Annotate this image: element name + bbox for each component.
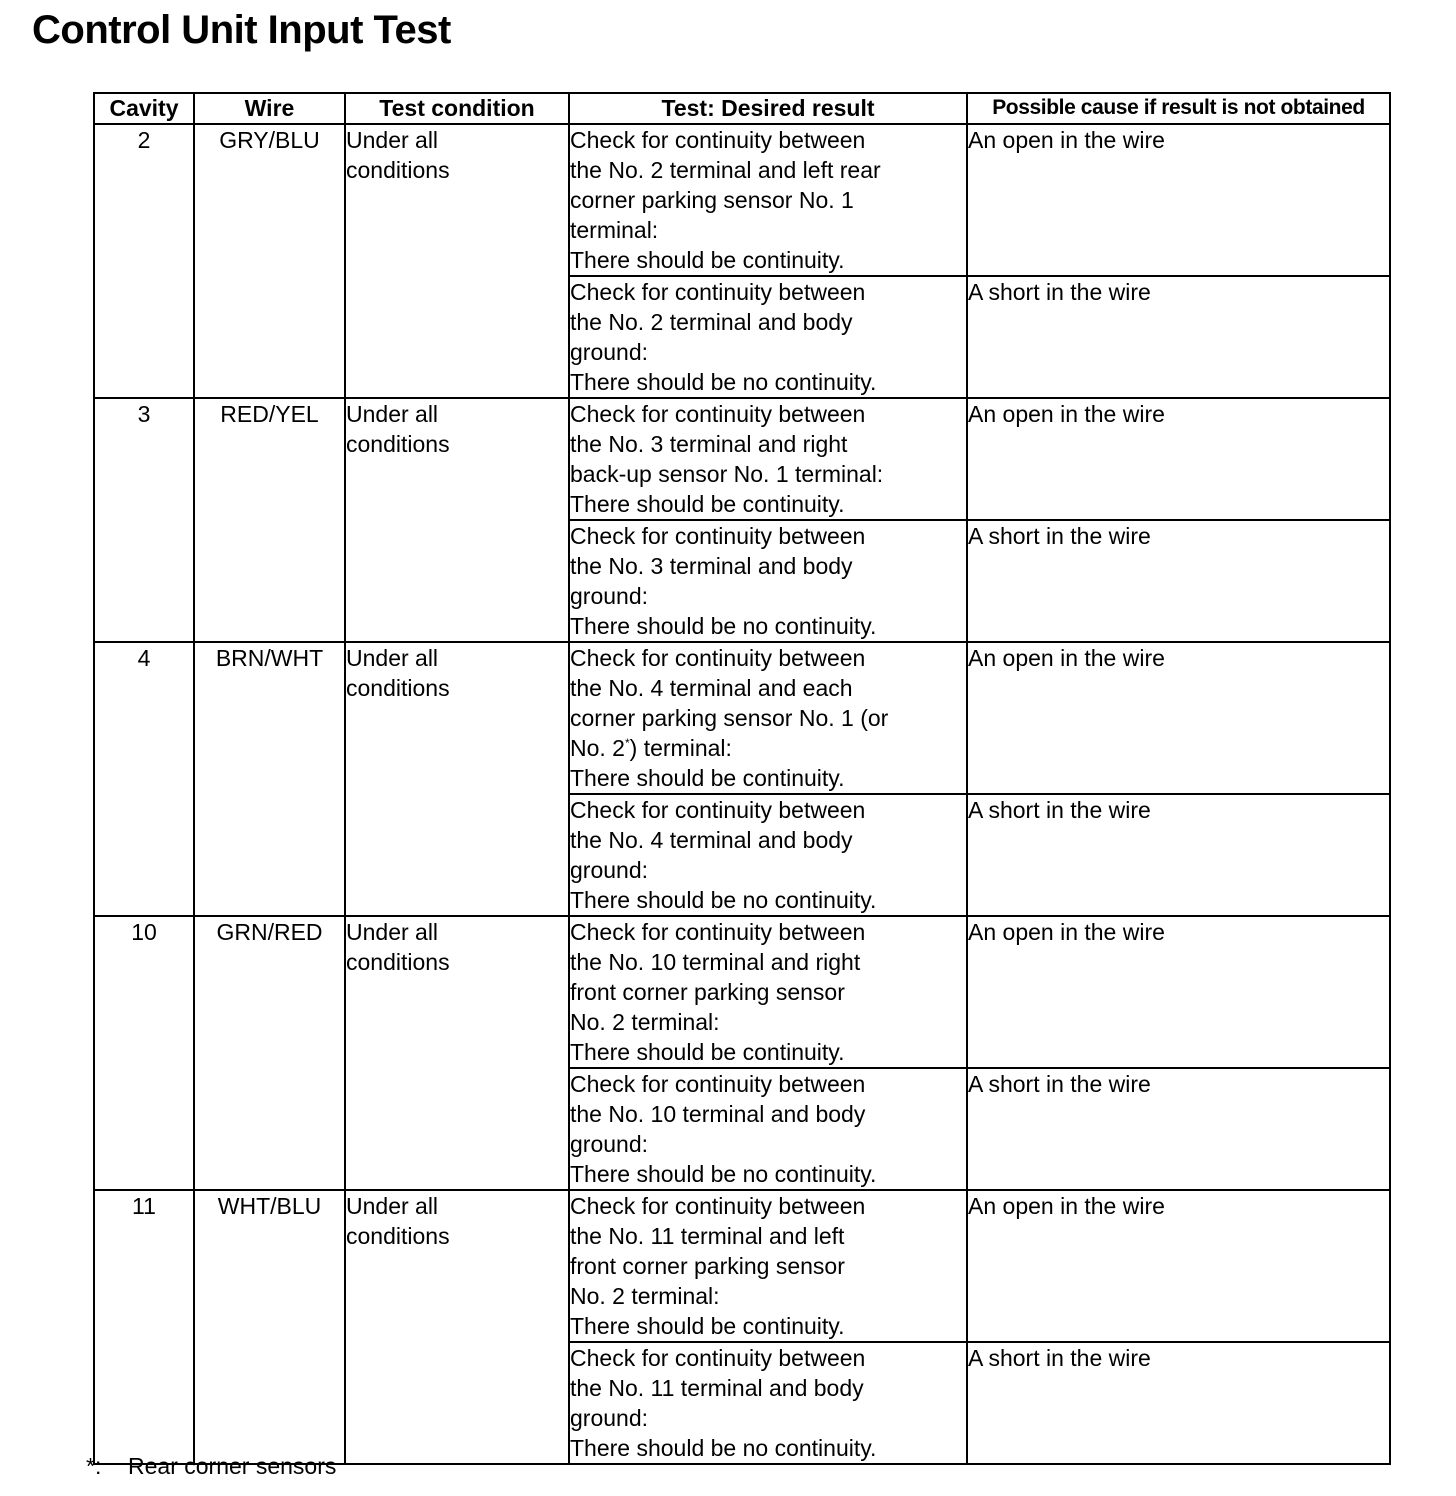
header-desired-result: Test: Desired result xyxy=(569,93,967,124)
possible-cause-cell: An open in the wire xyxy=(967,642,1390,794)
footnote-reference-mark: * xyxy=(624,736,630,750)
desired-result-line: the No. 2 terminal and body xyxy=(570,309,853,335)
desired-result-line: There should be continuity. xyxy=(570,247,845,273)
desired-result-line: the No. 3 terminal and body xyxy=(570,553,853,579)
table-row xyxy=(94,642,1390,794)
desired-result-line: the No. 10 terminal and body xyxy=(570,1101,866,1127)
desired-result-line: Check for continuity between xyxy=(570,523,866,549)
desired-result-line: There should be no continuity. xyxy=(570,369,877,395)
desired-result-line: corner parking sensor No. 1 xyxy=(570,187,854,213)
test-condition-line: conditions xyxy=(346,949,450,975)
test-condition-line: Under all xyxy=(346,401,439,427)
desired-result-line: the No. 4 terminal and body xyxy=(570,827,853,853)
desired-result-line: terminal: xyxy=(570,217,659,243)
desired-result-cell xyxy=(569,1190,967,1342)
test-condition-cell xyxy=(345,124,569,398)
header-test-condition: Test condition xyxy=(345,93,569,124)
desired-result-line: Check for continuity between xyxy=(570,919,866,945)
table-row xyxy=(94,1190,1390,1342)
header-cavity: Cavity xyxy=(94,93,194,124)
possible-cause-cell: A short in the wire xyxy=(967,794,1390,916)
desired-result-line: No. 2 terminal: xyxy=(570,1283,720,1309)
desired-result-line: ground: xyxy=(570,857,649,883)
desired-result-line: the No. 3 terminal and right xyxy=(570,431,848,457)
header-row xyxy=(94,93,1390,124)
wire-cell: GRN/RED xyxy=(194,916,345,1190)
desired-result-line: There should be continuity. xyxy=(570,1039,845,1065)
test-condition-cell xyxy=(345,916,569,1190)
possible-cause-cell: An open in the wire xyxy=(967,1190,1390,1342)
possible-cause-cell: A short in the wire xyxy=(967,520,1390,642)
desired-result-line: There should be no continuity. xyxy=(570,1435,877,1461)
desired-result-line: back-up sensor No. 1 terminal: xyxy=(570,461,884,487)
possible-cause-cell: A short in the wire xyxy=(967,276,1390,398)
desired-result-line: Check for continuity between xyxy=(570,401,866,427)
desired-result-line: ground: xyxy=(570,1131,649,1157)
desired-result-cell xyxy=(569,916,967,1068)
footnote-mark: *: xyxy=(86,1453,102,1479)
desired-result-cell xyxy=(569,276,967,398)
wire-cell: GRY/BLU xyxy=(194,124,345,398)
desired-result-line: No. 2 terminal: xyxy=(570,1009,720,1035)
desired-result-cell xyxy=(569,1068,967,1190)
cavity-cell: 3 xyxy=(94,398,194,642)
desired-result-cell xyxy=(569,794,967,916)
desired-result-line: Check for continuity between xyxy=(570,1193,866,1219)
desired-result-cell xyxy=(569,124,967,276)
table-row xyxy=(94,916,1390,1068)
desired-result-line: front corner parking sensor xyxy=(570,979,845,1005)
desired-result-line: There should be no continuity. xyxy=(570,887,877,913)
desired-result-line: There should be continuity. xyxy=(570,765,845,791)
possible-cause-cell: A short in the wire xyxy=(967,1068,1390,1190)
wire-cell: WHT/BLU xyxy=(194,1190,345,1464)
desired-result-line: Check for continuity between xyxy=(570,279,866,305)
test-condition-cell xyxy=(345,1190,569,1464)
header-wire: Wire xyxy=(194,93,345,124)
desired-result-line: ground: xyxy=(570,583,649,609)
desired-result-line: the No. 11 terminal and body xyxy=(570,1375,864,1401)
desired-result-line: corner parking sensor No. 1 (or xyxy=(570,705,889,731)
desired-result-line: Check for continuity between xyxy=(570,1071,866,1097)
test-condition-line: conditions xyxy=(346,675,450,701)
input-test-table xyxy=(93,92,1391,1465)
test-condition-line: Under all xyxy=(346,127,439,153)
cavity-cell: 4 xyxy=(94,642,194,916)
table-row xyxy=(94,398,1390,520)
page-title: Control Unit Input Test xyxy=(32,8,451,52)
wire-cell: BRN/WHT xyxy=(194,642,345,916)
desired-result-cell xyxy=(569,642,967,794)
desired-result-cell xyxy=(569,520,967,642)
desired-result-line: the No. 10 terminal and right xyxy=(570,949,861,975)
desired-result-line: No. 2*) terminal: xyxy=(570,735,732,761)
possible-cause-cell: An open in the wire xyxy=(967,124,1390,276)
footnote-text: Rear corner sensors xyxy=(128,1453,337,1479)
table-body xyxy=(94,124,1390,1464)
desired-result-line: Check for continuity between xyxy=(570,127,866,153)
desired-result-line: the No. 4 terminal and each xyxy=(570,675,853,701)
desired-result-line: the No. 2 terminal and left rear xyxy=(570,157,881,183)
desired-result-line: There should be no continuity. xyxy=(570,613,877,639)
desired-result-line: ground: xyxy=(570,339,649,365)
desired-result-line: Check for continuity between xyxy=(570,797,866,823)
test-condition-line: Under all xyxy=(346,645,439,671)
test-condition-line: conditions xyxy=(346,157,450,183)
test-condition-line: Under all xyxy=(346,1193,439,1219)
possible-cause-cell: An open in the wire xyxy=(967,916,1390,1068)
desired-result-line: front corner parking sensor xyxy=(570,1253,845,1279)
cavity-cell: 11 xyxy=(94,1190,194,1464)
desired-result-cell xyxy=(569,398,967,520)
desired-result-line: Check for continuity between xyxy=(570,1345,866,1371)
desired-result-line: There should be continuity. xyxy=(570,1313,845,1339)
table-row xyxy=(94,124,1390,276)
desired-result-line: the No. 11 terminal and left xyxy=(570,1223,845,1249)
test-condition-line: conditions xyxy=(346,1223,450,1249)
desired-result-line: ground: xyxy=(570,1405,649,1431)
test-condition-cell xyxy=(345,398,569,642)
test-condition-cell xyxy=(345,642,569,916)
desired-result-line: There should be continuity. xyxy=(570,491,845,517)
possible-cause-cell: An open in the wire xyxy=(967,398,1390,520)
desired-result-cell xyxy=(569,1342,967,1464)
desired-result-line: Check for continuity between xyxy=(570,645,866,671)
cavity-cell: 2 xyxy=(94,124,194,398)
cavity-cell: 10 xyxy=(94,916,194,1190)
test-condition-line: Under all xyxy=(346,919,439,945)
possible-cause-cell: A short in the wire xyxy=(967,1342,1390,1464)
footnote xyxy=(86,1451,336,1481)
header-possible-cause: Possible cause if result is not obtained xyxy=(967,93,1390,124)
wire-cell: RED/YEL xyxy=(194,398,345,642)
desired-result-line: There should be no continuity. xyxy=(570,1161,877,1187)
test-condition-line: conditions xyxy=(346,431,450,457)
table-header xyxy=(94,93,1390,124)
